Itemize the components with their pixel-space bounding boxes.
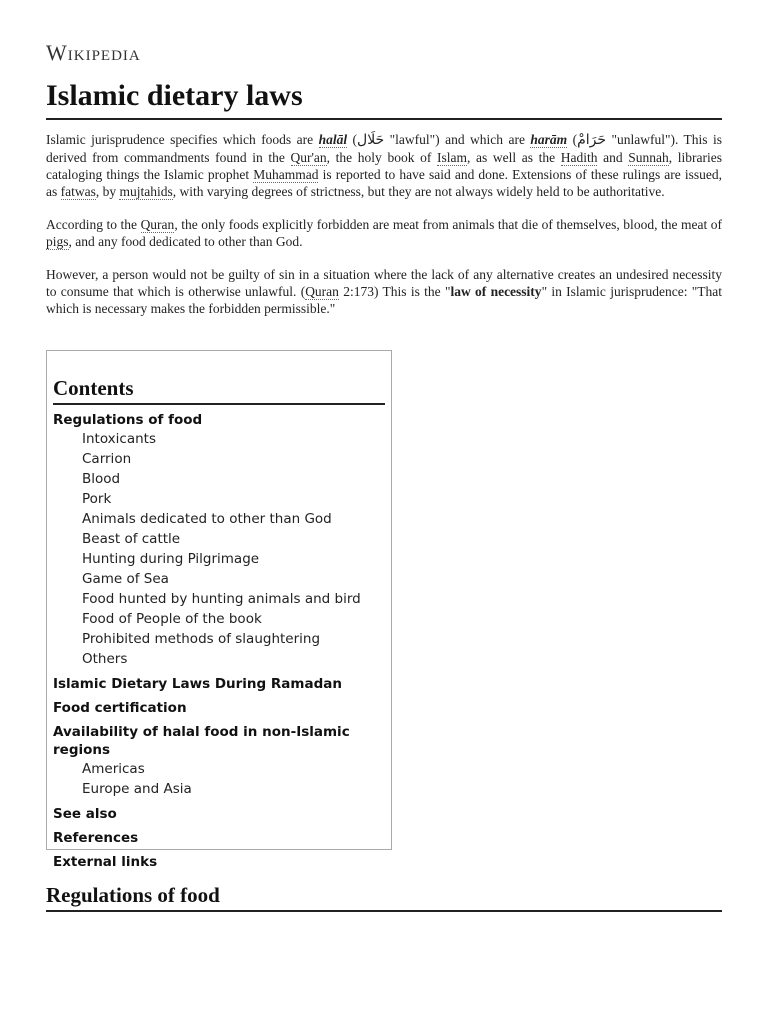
intro-paragraph-3 <box>46 266 722 317</box>
text: , by <box>95 184 120 199</box>
toc-subitem[interactable]: Food hunted by hunting animals and bird <box>82 591 361 607</box>
table-of-contents <box>46 350 392 870</box>
text: Islamic jurisprudence specifies which foods are <box>46 132 319 147</box>
toc-subitem[interactable]: Carrion <box>82 451 132 467</box>
toc-subitem[interactable]: Blood <box>82 471 121 487</box>
haram-arabic: حَرَامْ <box>577 132 607 148</box>
text: ( <box>347 132 358 147</box>
toc-subitem[interactable]: Food of People of the book <box>82 611 262 627</box>
page-title: Islamic dietary laws <box>46 76 722 120</box>
text: , the only foods explicitly forbidden are meat from animals that die of themselves, blood, the meat of <box>174 217 722 232</box>
toc-subitem[interactable]: Others <box>82 651 128 667</box>
haram-link[interactable]: harām <box>530 132 568 147</box>
toc-heading: Contents <box>53 375 385 405</box>
toc-subitem[interactable]: Hunting during Pilgrimage <box>82 551 260 567</box>
sunnah-link[interactable]: Sunnah <box>628 150 669 165</box>
islam-link[interactable]: Islam <box>436 150 467 165</box>
halal-arabic: حَلَال <box>357 132 385 148</box>
toc-subitem[interactable]: Animals dedicated to other than God <box>82 511 332 527</box>
toc-item-ramadan[interactable]: Islamic Dietary Laws During Ramadan <box>53 676 342 692</box>
pigs-link[interactable]: pigs <box>46 234 69 249</box>
text: "unlawful"). This is derived from commandments found in the <box>46 132 722 165</box>
wikipedia-wordmark[interactable]: Wikipedia <box>46 40 141 65</box>
text: and <box>597 150 629 165</box>
text: " in Islamic jurisprudence: "That which is necessary makes the forbidden permissible." <box>46 284 722 316</box>
text: , the holy book of <box>326 150 437 165</box>
toc-item-external-links[interactable]: External links <box>53 854 158 870</box>
intro-paragraph-2 <box>46 216 722 250</box>
text: is reported to have said and done. Extensions of these rulings are issued, as <box>46 167 723 199</box>
text: However, a person would not be guilty of sin in a situation where the lack of any alternative creates an undesired necessity to consume that which is otherwise unlawful. ( <box>46 267 722 299</box>
toc-subitem[interactable]: Prohibited methods of slaughtering <box>82 631 321 647</box>
text: , with varying degrees of strictness, but they are not always widely held to be authoritative. <box>172 184 665 199</box>
muhammad-link[interactable]: Muhammad <box>253 167 319 182</box>
law-of-necessity: law of necessity <box>450 284 542 299</box>
toc-item-regulations-of-food[interactable]: Regulations of food <box>53 412 203 428</box>
toc-subitem[interactable]: Game of Sea <box>82 571 169 587</box>
text: , libraries cataloging things the Islamic prophet <box>46 150 722 182</box>
toc-item-food-certification[interactable]: Food certification <box>53 700 187 716</box>
toc-item-availability[interactable]: Availability of halal food in non-Islamic regions <box>53 724 350 758</box>
text: , as well as the <box>466 150 561 165</box>
fatwas-link[interactable]: fatwas <box>60 184 96 199</box>
toc-subitem[interactable]: Pork <box>82 491 112 507</box>
text: According to the <box>46 217 141 232</box>
quran-link[interactable]: Qur'an <box>290 150 327 165</box>
mujtahids-link[interactable]: mujtahids <box>119 184 173 199</box>
toc-subitem[interactable]: Intoxicants <box>82 431 156 447</box>
toc-subitem[interactable]: Americas <box>82 761 145 777</box>
article-body <box>46 131 722 333</box>
toc-item-see-also[interactable]: See also <box>53 806 117 822</box>
intro-paragraph-1 <box>46 131 722 200</box>
hadith-link[interactable]: Hadith <box>560 150 598 165</box>
text: 2:173) This is the " <box>338 284 451 299</box>
quran-link-2[interactable]: Quran <box>140 217 175 232</box>
text: , and any food dedicated to other than God. <box>68 234 303 249</box>
toc-subitem[interactable]: Europe and Asia <box>82 781 192 797</box>
toc-subitem[interactable]: Beast of cattle <box>82 531 181 547</box>
text: "lawful") and which are <box>384 132 531 147</box>
quran-ref-link[interactable]: Quran <box>305 284 339 299</box>
halal-link[interactable]: halāl <box>318 132 348 147</box>
toc-item-references[interactable]: References <box>53 830 139 846</box>
text: ( <box>567 132 578 147</box>
section-heading-regulations: Regulations of food <box>46 882 722 912</box>
